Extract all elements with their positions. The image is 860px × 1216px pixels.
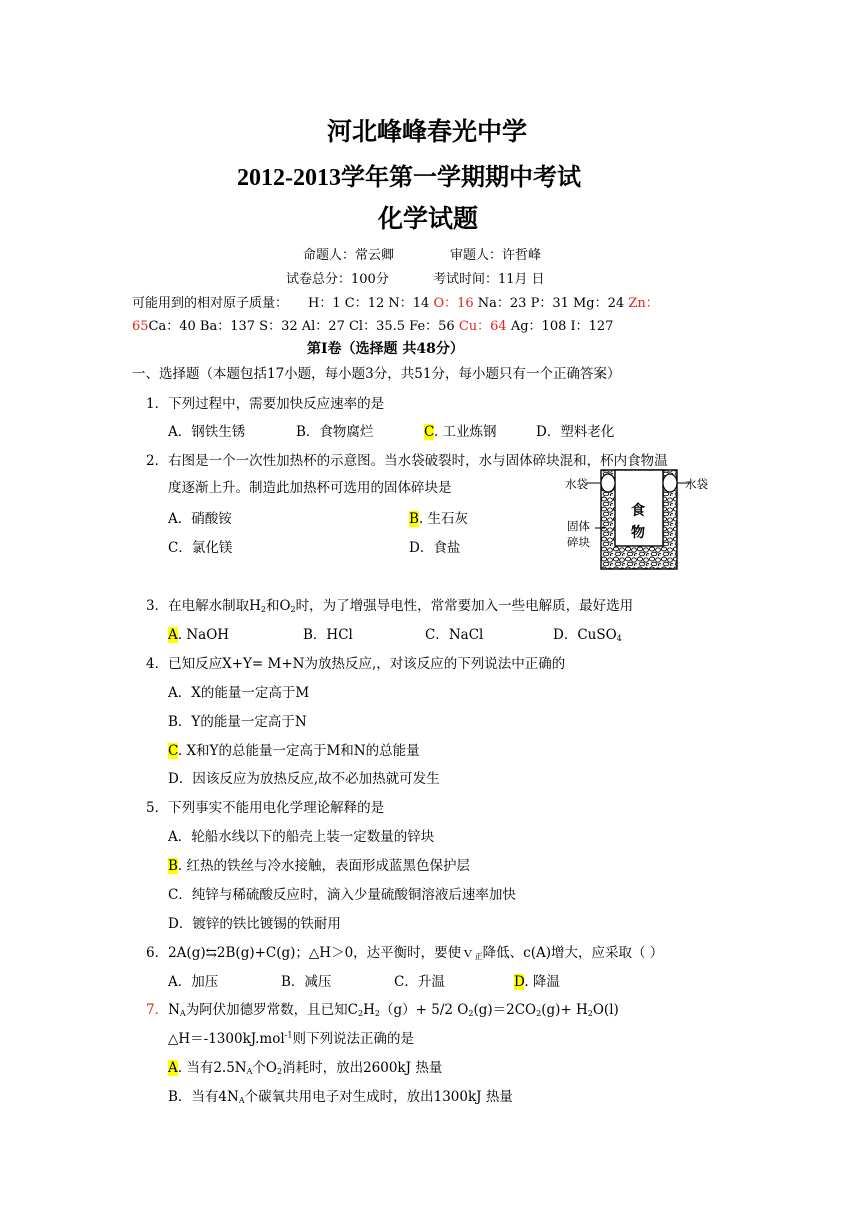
exam-time: 考试时间：11月 日 bbox=[433, 272, 545, 287]
q3-option-a: A. NaOH bbox=[168, 627, 230, 643]
q3-option-b: B．HCl bbox=[303, 627, 353, 643]
setter: 命题人：常云卿 bbox=[303, 248, 395, 263]
q6-options bbox=[168, 970, 560, 990]
q2-stem-1: 2．右图是一个一次性加热杯的示意图。当水袋破裂时，水与固体碎块混和，杯内食物温 bbox=[146, 453, 668, 469]
q4-stem: 4．已知反应X+Y= M+N为放热反应,，对该反应的下列说法中正确的 bbox=[146, 656, 566, 672]
q5-option-a: A．轮船水线以下的船壳上装一定数量的锌块 bbox=[168, 829, 435, 845]
q3-stem: 3．在电解水制取$H_2$和$O_2$时，为了增强导电性，常常要加入一些电解质，最好选用 bbox=[146, 598, 634, 614]
answer-highlight: C bbox=[168, 743, 178, 759]
mass-values: H：1 C：12 N：14 bbox=[308, 296, 434, 311]
fig-label-bag-right: 水袋 bbox=[685, 477, 708, 491]
q1-option-a: A．钢铁生锈 bbox=[168, 424, 246, 440]
heating-cup-figure bbox=[565, 466, 715, 571]
q2-stem-2: 度逐渐上升。制造此加热杯可选用的固体碎块是 bbox=[168, 480, 452, 496]
q1-option-b: B．食物腐烂 bbox=[296, 424, 374, 440]
total-score: 试卷总分：100分 bbox=[286, 272, 389, 287]
mass-zinc-label: Zn： bbox=[628, 296, 659, 311]
atomic-mass-line-1 bbox=[132, 292, 659, 311]
q2-option-a: A．硝酸铵 bbox=[168, 511, 232, 527]
mass-oxygen: O：16 bbox=[433, 296, 474, 311]
q6-option-a: A．加压 bbox=[168, 974, 219, 990]
answer-highlight: B bbox=[409, 511, 419, 527]
exam-title: 2012-2013学年第一学期期中考试 bbox=[237, 165, 581, 191]
q7-number: 7． bbox=[146, 1002, 169, 1018]
q7-option-b: B．当有$4N_A$个碳氧共用电子对生成时，放出1300kJ 热量 bbox=[168, 1089, 513, 1105]
mass-zinc-value: 65 bbox=[132, 319, 149, 334]
q3-options bbox=[168, 623, 622, 643]
q5-option-b: B. 红热的铁丝与冷水接触，表面形成蓝黑色保护层 bbox=[168, 858, 471, 874]
q6-option-d: D. 降温 bbox=[514, 974, 560, 990]
fig-label-food-2: 物 bbox=[631, 525, 645, 541]
school-title: 河北峰峰春光中学 bbox=[327, 117, 528, 146]
q6-stem: 6．2A(g)⇆2B(g)+C(g)；△H＞0，达平衡时，要使ｖ$_正$降低、c(A)增大，应采取（ ） bbox=[146, 945, 664, 961]
subject-title: 化学试题 bbox=[378, 204, 479, 233]
q2-option-d: D．食盐 bbox=[409, 540, 461, 556]
q4-option-c: C. X和Y的总能量一定高于M和N的总能量 bbox=[168, 743, 420, 759]
q4-option-a: A．X的能量一定高于M bbox=[168, 685, 310, 701]
q5-stem: 5．下列事实不能用电化学理论解释的是 bbox=[146, 800, 385, 816]
mass-values: Ag：108 I：127 bbox=[506, 319, 614, 334]
q4-option-d: D．因该反应为放热反应,故不必加热就可发生 bbox=[168, 771, 440, 787]
q7-stem-2: △H＝-1300kJ.mol$^{-1}$则下列说法正确的是 bbox=[168, 1030, 414, 1047]
atomic-mass-label: 可能用到的相对原子质量： bbox=[132, 296, 289, 311]
q5-option-d: D．镀锌的铁比镀锡的铁耐用 bbox=[168, 916, 341, 932]
answer-highlight: D bbox=[514, 974, 525, 990]
q6-option-c: C．升温 bbox=[394, 974, 445, 990]
q6-option-b: B．减压 bbox=[281, 974, 332, 990]
section-title: 第Ⅰ卷（选择题 共48分） bbox=[307, 341, 464, 357]
answer-highlight: C bbox=[424, 424, 434, 440]
section-intro: 一、选择题（本题包括17小题，每小题3分，共51分，每小题只有一个正确答案） bbox=[132, 366, 621, 382]
q1-option-d: D．塑料老化 bbox=[536, 424, 615, 440]
q5-option-c: C．纯锌与稀硫酸反应时，滴入少量硫酸铜溶液后速率加快 bbox=[168, 887, 516, 903]
mass-values: Na：23 P：31 Mg：24 bbox=[473, 296, 629, 311]
q1-stem: 1．下列过程中，需要加快反应速率的是 bbox=[146, 396, 385, 412]
q2-option-c: C．氯化镁 bbox=[168, 540, 233, 556]
q3-option-c: C．NaCl bbox=[425, 627, 484, 643]
q7-stem-1: 7．$N_A$为阿伏加德罗常数，且已知$C_2H_2(g)+ 5/2$ $O_2(g)=2CO_2(g)+ H_2O(l)$ bbox=[146, 1002, 619, 1018]
q1-options bbox=[168, 420, 614, 440]
q1-option-c: C. 工业炼钢 bbox=[424, 424, 497, 440]
mass-values: Ca：40 Ba：137 S：32 Al：27 Cl：35.5 Fe：56 bbox=[148, 319, 459, 334]
answer-highlight: B bbox=[168, 858, 178, 874]
answer-highlight: A bbox=[168, 627, 178, 643]
fig-label-solid-1: 固体 bbox=[567, 519, 590, 533]
q4-option-b: B．Y的能量一定高于N bbox=[168, 714, 307, 730]
reviewer: 审题人：许哲峰 bbox=[450, 248, 542, 263]
q3-option-d: D．CuSO$_4$ bbox=[553, 627, 622, 643]
mass-copper: Cu：64 bbox=[458, 319, 507, 334]
q2-option-b: B. 生石灰 bbox=[409, 511, 469, 527]
answer-highlight: A bbox=[168, 1060, 178, 1076]
fig-label-food-1: 食 bbox=[631, 503, 645, 519]
fig-label-solid-2: 碎块 bbox=[567, 535, 590, 549]
fig-label-bag-left: 水袋 bbox=[565, 477, 588, 491]
atomic-mass-line-2 bbox=[132, 315, 613, 334]
q7-option-a: A. 当有$2.5N_A$个$O_2$消耗时，放出2600kJ 热量 bbox=[168, 1060, 443, 1076]
